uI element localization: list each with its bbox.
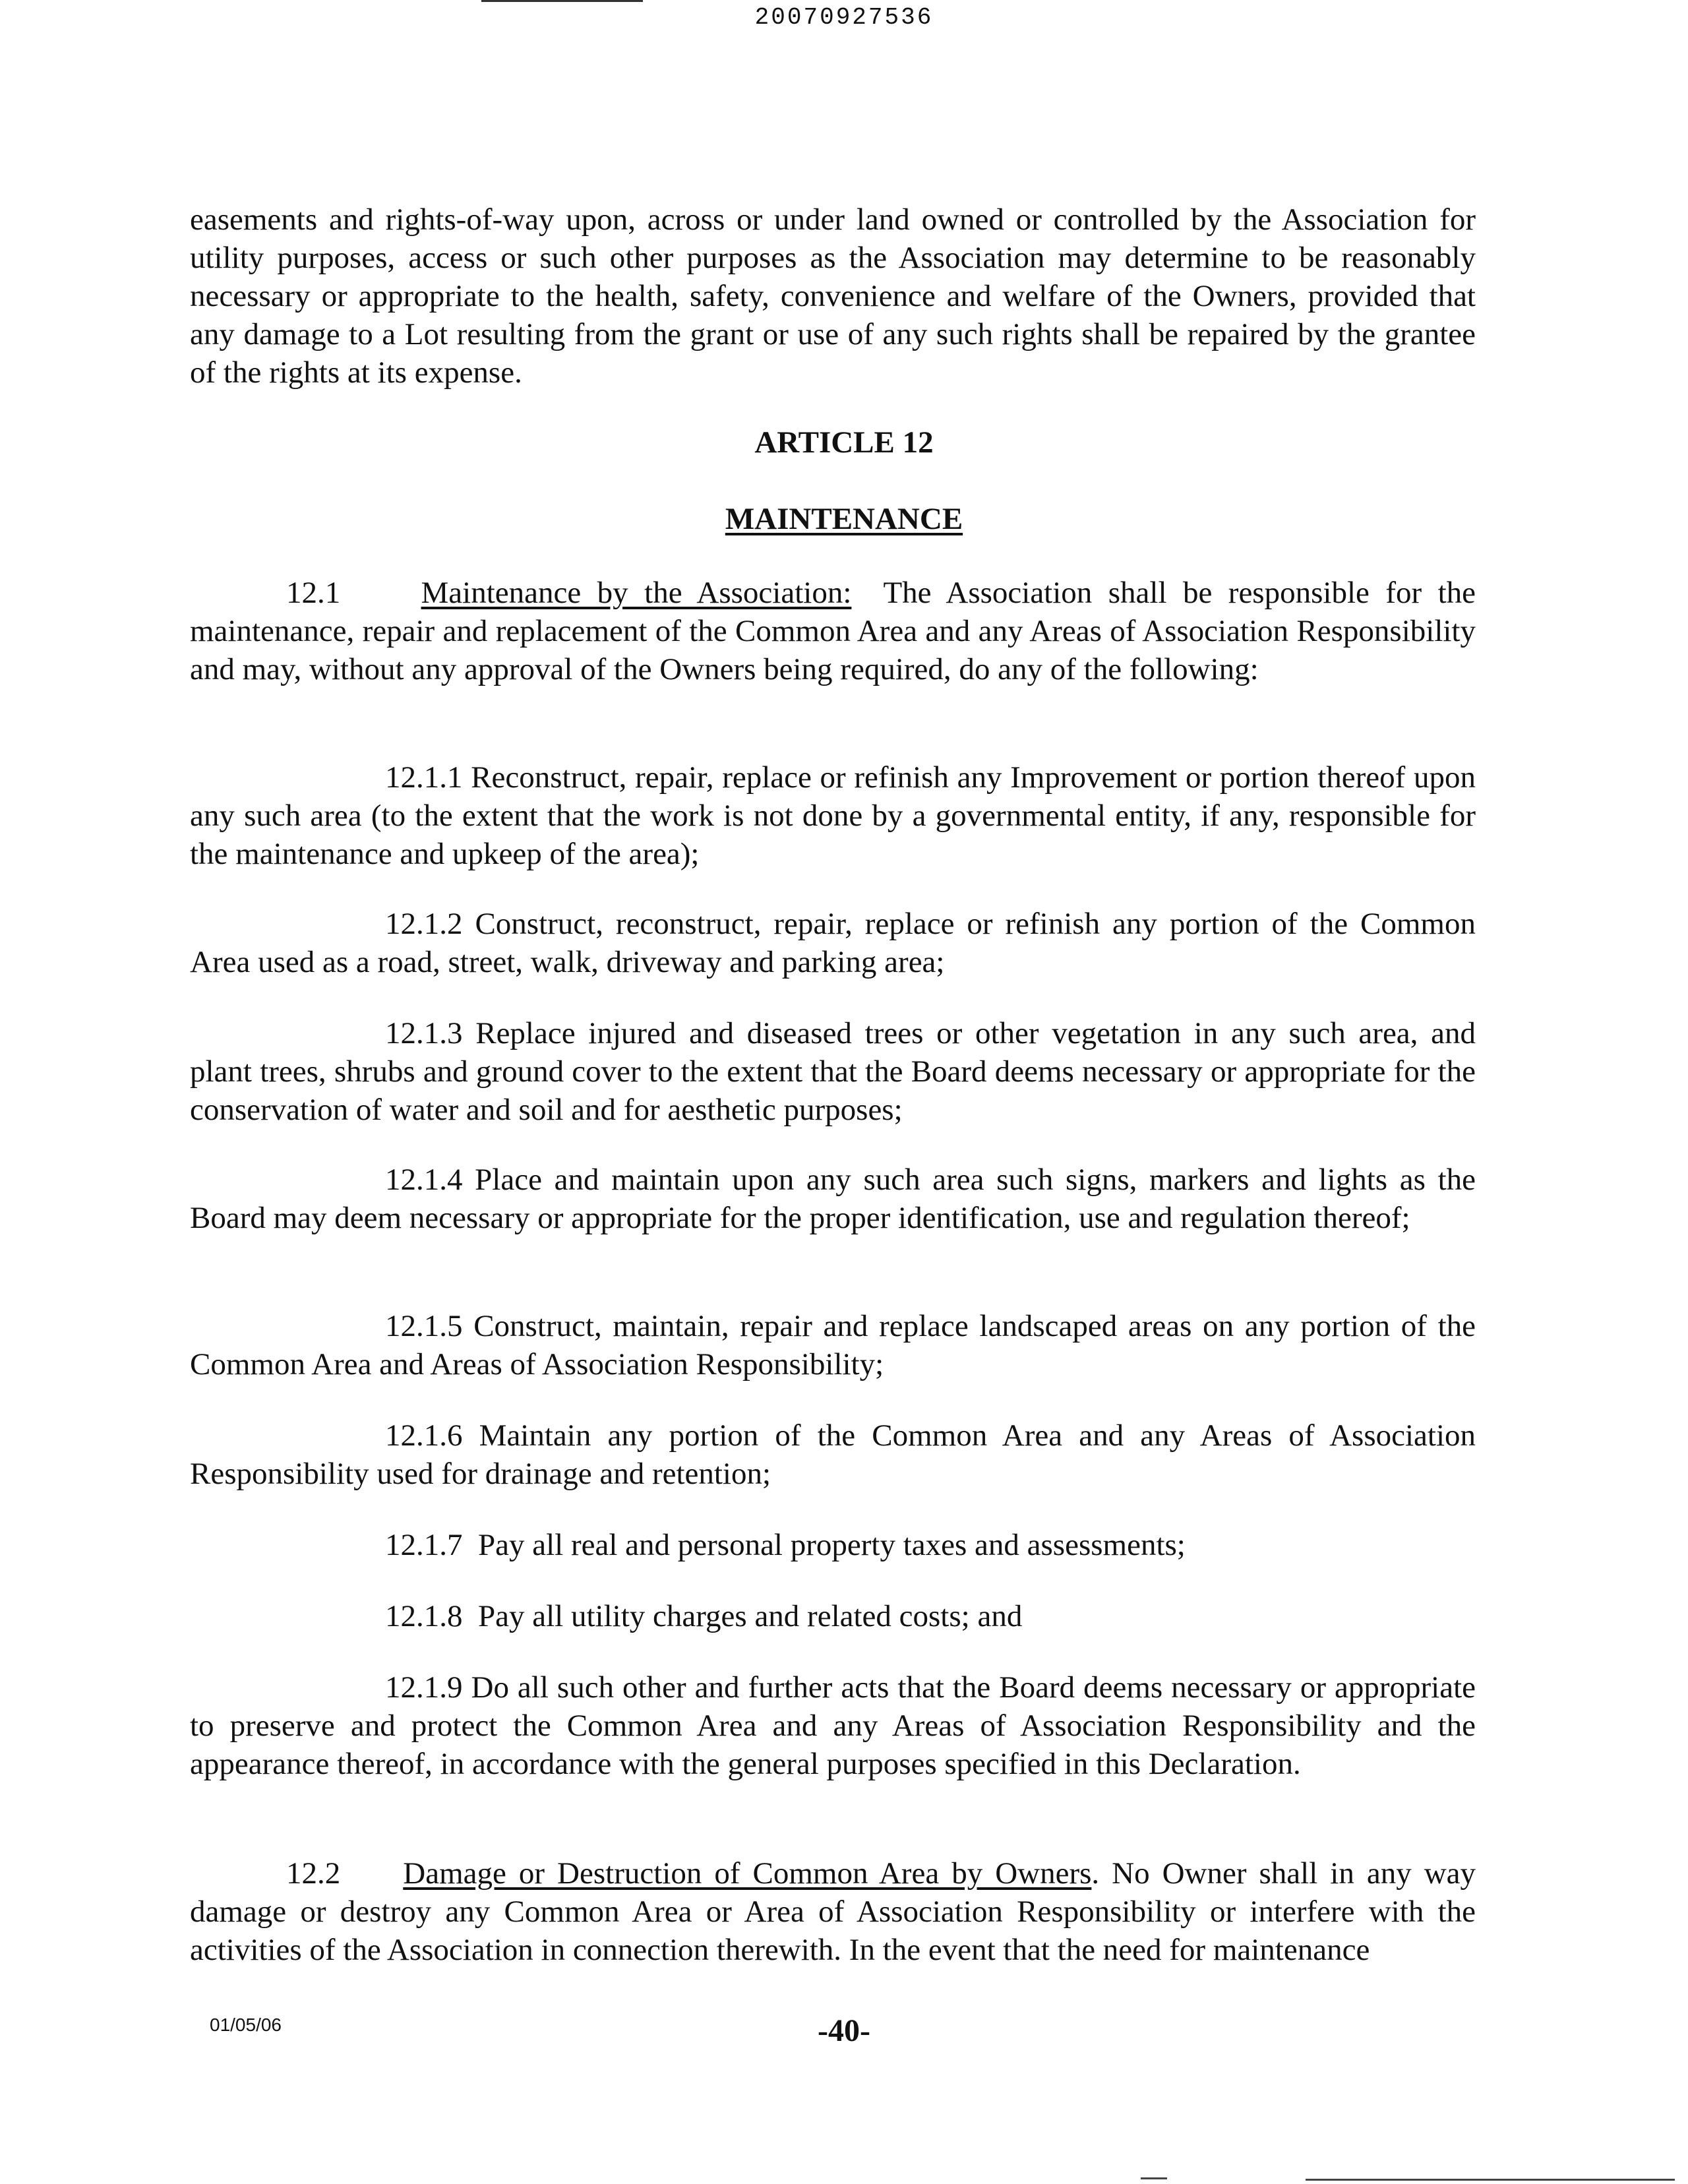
subsection-text: Replace injured and diseased trees or other vegetation in any such area, and plant trees, shrubs and ground cover to the extent that the Board deems necessary or appropriate for the conservation of water and soil and for aesthetic purposes; bbox=[190, 1016, 1476, 1127]
subsection-text: Construct, reconstruct, repair, replace or refinish any portion of the Common Area used as a road, street, walk, driveway and parking area; bbox=[190, 907, 1476, 979]
subsection-12-1-2 bbox=[190, 905, 1476, 981]
subsection-text: Reconstruct, repair, replace or refinish any Improvement or portion thereof upon any such area (to the extent that the work is not done by a governmental entity, if any, responsible for the maintenance and upkeep of the area); bbox=[190, 760, 1476, 871]
page-number: -40- bbox=[818, 2013, 870, 2048]
subsection-number: 12.1.7 bbox=[385, 1528, 463, 1562]
subsection-12-1-4 bbox=[190, 1161, 1476, 1237]
scan-top-rule bbox=[481, 0, 643, 2]
subsection-12-1-9 bbox=[190, 1668, 1476, 1783]
subsection-number: 12.1.5 bbox=[385, 1309, 463, 1343]
subsection-number: 12.1.2 bbox=[385, 907, 463, 941]
subsection-text: Pay all real and personal property taxes and assessments; bbox=[478, 1528, 1186, 1562]
section-12-2 bbox=[190, 1854, 1476, 1969]
section-12-1-text: The Association shall be responsible for the maintenance, repair and replacement of the Common Area and any Areas of Association Responsibility and may, without any approval of the Owners being required, do any of the following: bbox=[190, 576, 1476, 686]
scan-artifact bbox=[1141, 2177, 1167, 2179]
subsection-number: 12.1.1 bbox=[385, 760, 463, 795]
section-12-2-title: Damage or Destruction of Common Area by Owners bbox=[403, 1856, 1092, 1891]
subsection-number: 12.1.9 bbox=[385, 1670, 463, 1705]
section-12-1 bbox=[190, 574, 1476, 688]
subsection-12-1-1 bbox=[190, 758, 1476, 873]
section-12-2-text: . No Owner shall in any way damage or destroy any Common Area or Area of Association Responsibility or interfere with the activities of the Association in connection therewith. In the event that the need for maintenance bbox=[190, 1856, 1476, 1967]
subsection-text: Do all such other and further acts that the Board deems necessary or appropriate to preserve and protect the Common Area and any Areas of Association Responsibility and the appearance thereof, in accordance with the general purposes specified in this Declaration. bbox=[190, 1670, 1476, 1781]
section-12-1-number: 12.1 bbox=[286, 576, 341, 610]
subsection-number: 12.1.6 bbox=[385, 1418, 463, 1453]
article-heading-wrap bbox=[0, 501, 1688, 537]
subsection-12-1-5 bbox=[190, 1307, 1476, 1383]
intro-paragraph: easements and rights-of-way upon, across or under land owned or controlled by the Association for utility purposes, access or such other purposes as the Association may determine to be reasonably necessary or appropriate to the health, safety, convenience and welfare of the Owners, provided that any damage to a Lot resulting from the grant or use of any such rights shall be repaired by the grantee of the rights at its expense. bbox=[190, 202, 1476, 390]
section-12-1-title: Maintenance by the Association: bbox=[421, 576, 852, 610]
recording-number: 20070927536 bbox=[754, 4, 934, 31]
subsection-12-1-3 bbox=[190, 1014, 1476, 1129]
subsection-12-1-6 bbox=[190, 1416, 1476, 1493]
footer-date: 01/05/06 bbox=[210, 2015, 282, 2035]
scan-artifact bbox=[1306, 2179, 1675, 2181]
subsection-number: 12.1.4 bbox=[385, 1163, 463, 1197]
article-title: ARTICLE 12 bbox=[754, 425, 934, 460]
subsection-number: 12.1.8 bbox=[385, 1599, 463, 1633]
subsection-text: Pay all utility charges and related costs; and bbox=[478, 1599, 1023, 1633]
article-heading: MAINTENANCE bbox=[725, 502, 963, 536]
section-12-2-number: 12.2 bbox=[286, 1856, 341, 1891]
subsection-text: Maintain any portion of the Common Area and any Areas of Association Responsibility used for drainage and retention; bbox=[190, 1418, 1476, 1491]
subsection-12-1-8 bbox=[190, 1597, 1476, 1635]
subsection-text: Construct, maintain, repair and replace landscaped areas on any portion of the Common Area and Areas of Association Responsibility; bbox=[190, 1309, 1476, 1381]
subsection-text: Place and maintain upon any such area such signs, markers and lights as the Board may deem necessary or appropriate for the proper identification, use and regulation thereof; bbox=[190, 1163, 1476, 1235]
subsection-number: 12.1.3 bbox=[385, 1016, 463, 1050]
subsection-12-1-7 bbox=[190, 1526, 1476, 1564]
